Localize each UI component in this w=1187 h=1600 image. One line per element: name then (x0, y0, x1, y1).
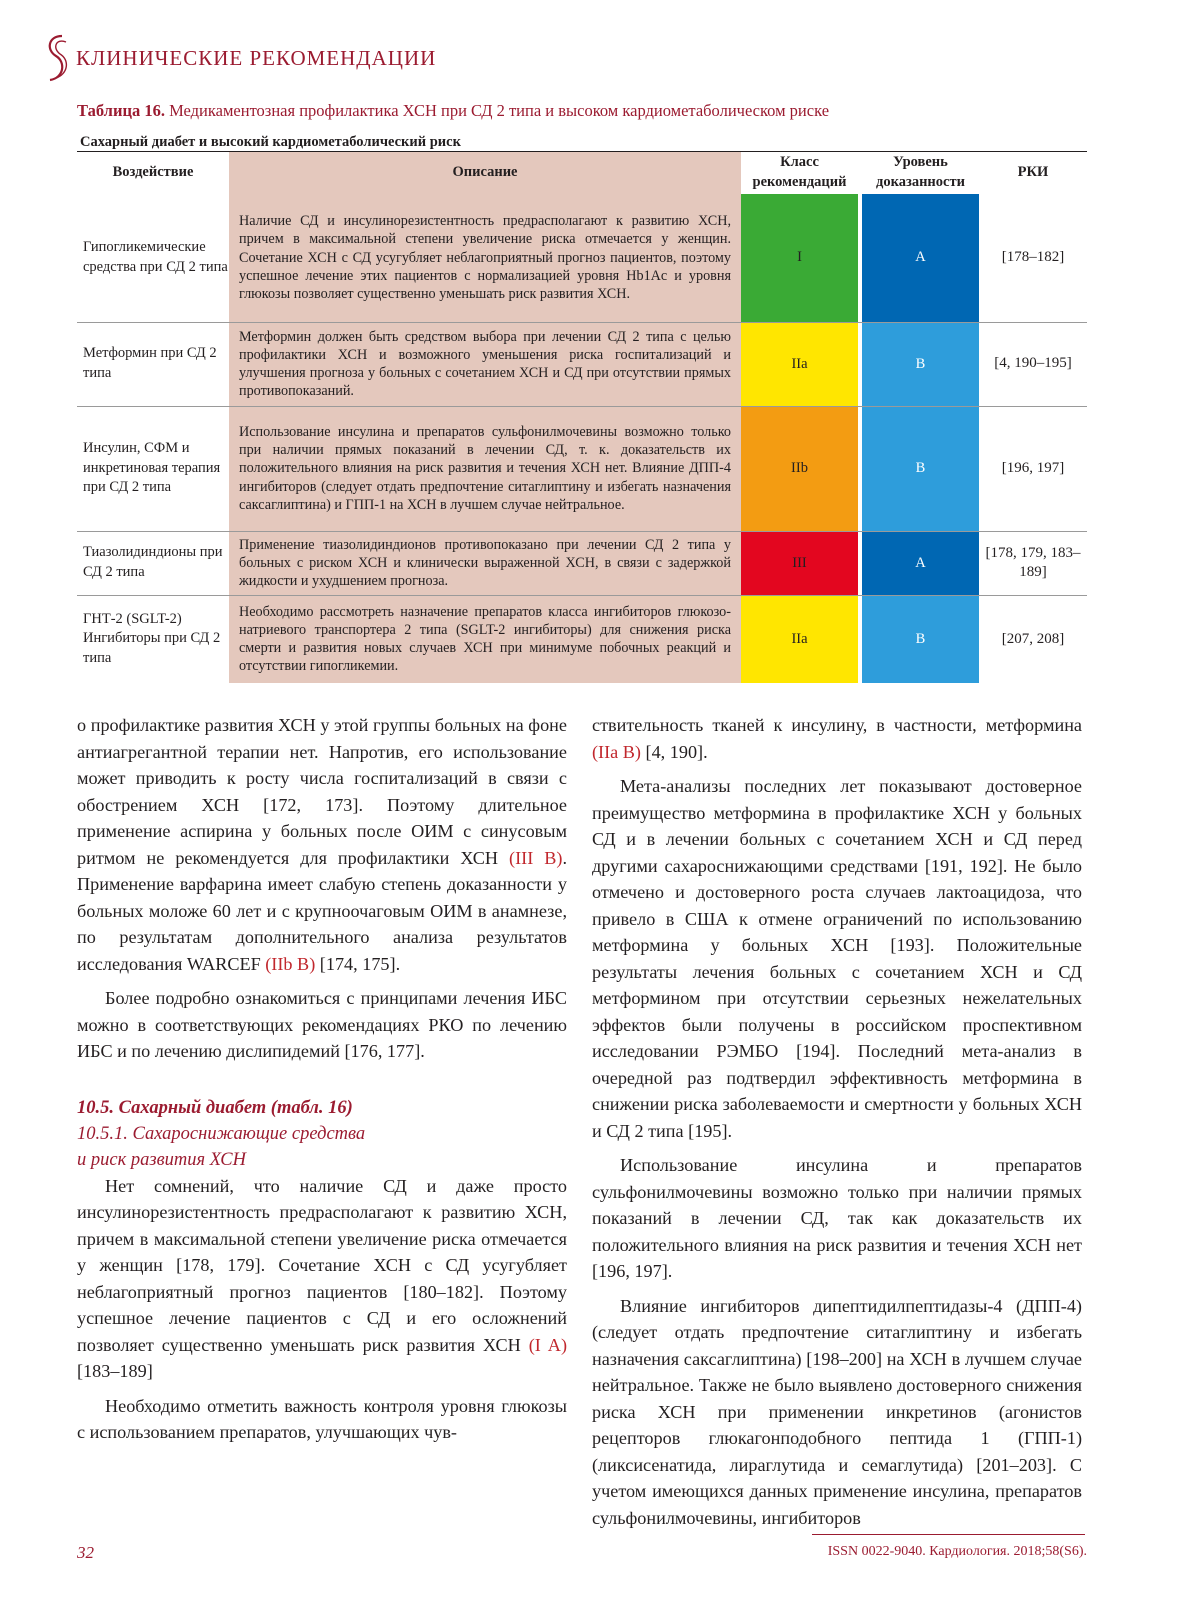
page-number: 32 (77, 1543, 94, 1562)
journal-citation: ISSN 0022-9040. Кардиология. 2018;58(S6). (827, 1544, 1087, 1559)
column-header-rct: РКИ (1017, 164, 1049, 181)
row-rct: [207, 208] (1001, 630, 1065, 647)
left-text-column (77, 712, 567, 1446)
class-badge: IIb (741, 406, 858, 531)
class-badge: IIa (741, 322, 858, 406)
table-row (77, 531, 1087, 595)
row-rct: [4, 190–195] (979, 322, 1087, 406)
table-row (77, 194, 1087, 322)
row-description: Применение тиазолидиндионов противопоказано при лечении СД 2 типа у больных с риском ХСН и клинически выраженной ХСН, в связи с задержкой жидкости и ухудшением прогноза. (229, 531, 741, 595)
row-rct: [178, 179, 183–189] (979, 531, 1087, 595)
table-row (77, 322, 1087, 406)
table-header-row (77, 152, 1087, 194)
level-badge: A (862, 531, 979, 595)
row-action: Гипогликемические средства при СД 2 типа (77, 194, 229, 322)
table-caption (77, 101, 1117, 121)
paragraph: Мета-анализы последних лет показывают достоверное преимущество метформина в профилактике ХСН у больных СД и в лечении больных с сочетанием ХСН и СД перед другими сахароснижающими средствами [191, 192]. Не было отмечено и достоверного роста случаев лактоацидоза, что привело в США к отмене ограничений по использованию метформина у больных ХСН [193]. Положительные результаты лечения больных с сочетанием ХСН и СД метформином при отсутствии серьезных нежелательных эффектов были получены в российском проспективном исследовании РЭМБО [194]. Последний мета-анализ в очередной раз подтвердил эффективность метформина в снижении риска заболеваемости и смертности у больных ХСН и СД 2 типа [195]. (592, 776, 1082, 1141)
paragraph: Нет сомнений, что наличие СД и даже просто инсулинорезистентность предрасполагают к развитию ХСН, причем в максимальной степени увеличение риска отмечается у женщин [178, 179]. Сочетание ХСН с СД усугубляет неблагоприятный прогноз пациентов [180–182]. Поэтому успешное лечение пациентов с СД и его осложнений позволяет существенно уменьшать риск развития ХСН (I A) [183–189] (77, 1175, 567, 1381)
paragraph: Необходимо отметить важность контроля уровня глюкозы с использованием препаратов, улучшающих чув- (77, 1395, 567, 1442)
section-title: 10.5. Сахарный диабет (табл. 16) (77, 1097, 353, 1118)
paragraph: Использование инсулина и препаратов сульфонилмочевины возможно только при наличии прямых показаний в лечении СД, так как доказательств их положительного влияния на риск развития и течения ХСН нет [196, 197]. (592, 1155, 1082, 1281)
level-badge: B (862, 595, 979, 683)
table-row (77, 406, 1087, 531)
paragraph: о профилактике развития ХСН у этой группы больных на фоне антиагрегантной терапии нет. Напротив, его использование может приводить к росту числа госпитализаций в связи с обострением ХСН [172, 173]. Поэтому длительное применение аспирина у больных после ОИМ с синусовым ритмом не рекомендуется для профилактики ХСН (III B). Применение варфарина имеет слабую степень доказанности у больных моложе 60 лет и с крупноочаговым ОИМ в анамнезе, по результатам дополнительного анализа результатов исследования WARCEF (IIb B) [174, 175]. (77, 715, 567, 974)
evidence-ref: (IIb B) (265, 953, 316, 974)
page-header (40, 32, 436, 84)
row-rct: [178–182] (979, 194, 1087, 322)
journal-logo-icon (40, 32, 74, 84)
row-rct: [196, 197] (979, 406, 1087, 531)
paragraph: ствительность тканей к инсулину, в частности, метформина (IIa B) [4, 190]. (592, 715, 1082, 762)
row-description: Использование инсулина и препаратов сульфонилмочевины возможно только при наличии прямых показаний в лечении СД, т. к. доказательств их положительного влияния на риск развития и течения ХСН нет. Влияние ДПП-4 ингибиторов (следует отдать предпочтение ситаглиптину и избегать назначения саксаглиптина) и ГПП-1 на ХСН в лучшем случае нейтральное. (229, 406, 741, 531)
class-badge: IIa (741, 595, 858, 683)
level-badge: B (862, 322, 979, 406)
table-subheader: Сахарный диабет и высокий кардиометаболический риск (80, 134, 461, 150)
level-badge: A (862, 194, 979, 322)
table-caption-label: Таблица 16. (77, 101, 165, 120)
evidence-ref: (I A) (528, 1334, 567, 1355)
column-header-description: Описание (229, 152, 741, 194)
subsection-title: 10.5.1. Сахароснижающие средства и риск развития ХСН (77, 1123, 366, 1170)
row-description: Необходимо рассмотреть назначение препаратов класса ингибиторов глюкозо-натриевого транспортера 2 типа (SGLT-2 ингибиторы) для снижения риска смерти и развития новых случаев ХСН при минимуме побочных реакций и отсутствии гипогликемии. (229, 595, 741, 683)
row-description: Метформин должен быть средством выбора при лечении СД 2 типа с целью профилактики ХСН и возможного уменьшения риска госпитализаций и улучшения прогноза у больных с сочетанием ХСН и СД при отсутствии прямых противопоказаний. (229, 322, 741, 406)
evidence-ref: (III B) (509, 847, 563, 868)
row-action: Тиазолидиндионы при СД 2 типа (77, 531, 229, 595)
row-action: Инсулин, СФМ и инкретиновая терапия при СД 2 типа (77, 406, 229, 531)
class-badge: I (741, 194, 858, 322)
paragraph: Влияние ингибиторов дипептидилпептидазы-4 (ДПП-4) (следует отдать предпочтение ситаглиптину и избегать назначения саксаглиптина) [198–200] на ХСН в лучшем случае нейтральное. Также не было выявлено достоверного снижения риска ХСН при применении инкретинов (агонистов рецепторов глюкагонподобного пептида 1 (ГПП-1) (ликсисенатида, лираглутида и семаглутида) [201–203]. С учетом имеющихся данных применение инсулина, препаратов сульфонилмочевины, ингибиторов (592, 1295, 1082, 1528)
row-action: Метформин при СД 2 типа (77, 322, 229, 406)
level-badge: B (862, 406, 979, 531)
column-header-action: Воздействие (112, 164, 194, 181)
row-description: Наличие СД и инсулинорезистентность предрасполагают к развитию ХСН, причем в максимальной степени увеличение риска отмечается у женщин. Сочетание ХСН с СД усугубляет неблагоприятный прогноз пациентов, поэтому успешное лечение этих пациентов с нормализацией уровня Hb1Ac и уровня глюкозы позволяет существенно уменьшать риск развития ХСН. (229, 194, 741, 322)
column-header-class: Класс рекомендаций (752, 154, 847, 190)
footer-rule (812, 1534, 1085, 1535)
table-row (77, 595, 1087, 683)
table-caption-text: Медикаментозная профилактика ХСН при СД 2 типа и высоком кардиометаболическом риске (164, 101, 830, 120)
right-text-column (592, 712, 1082, 1531)
evidence-ref: (IIa B) (592, 741, 641, 762)
class-badge: III (741, 531, 858, 595)
row-action: ГНТ-2 (SGLT-2) Ингибиторы при СД 2 типа (83, 610, 221, 667)
header-title: КЛИНИЧЕСКИЕ РЕКОМЕНДАЦИИ (76, 45, 437, 70)
column-header-level: Уровень доказанности (876, 154, 965, 190)
recommendations-table (77, 152, 1087, 683)
paragraph: Более подробно ознакомиться с принципами лечения ИБС можно в соответствующих рекомендациях РКО по лечению ИБС и по лечению дислипидемий [176, 177]. (77, 988, 567, 1061)
